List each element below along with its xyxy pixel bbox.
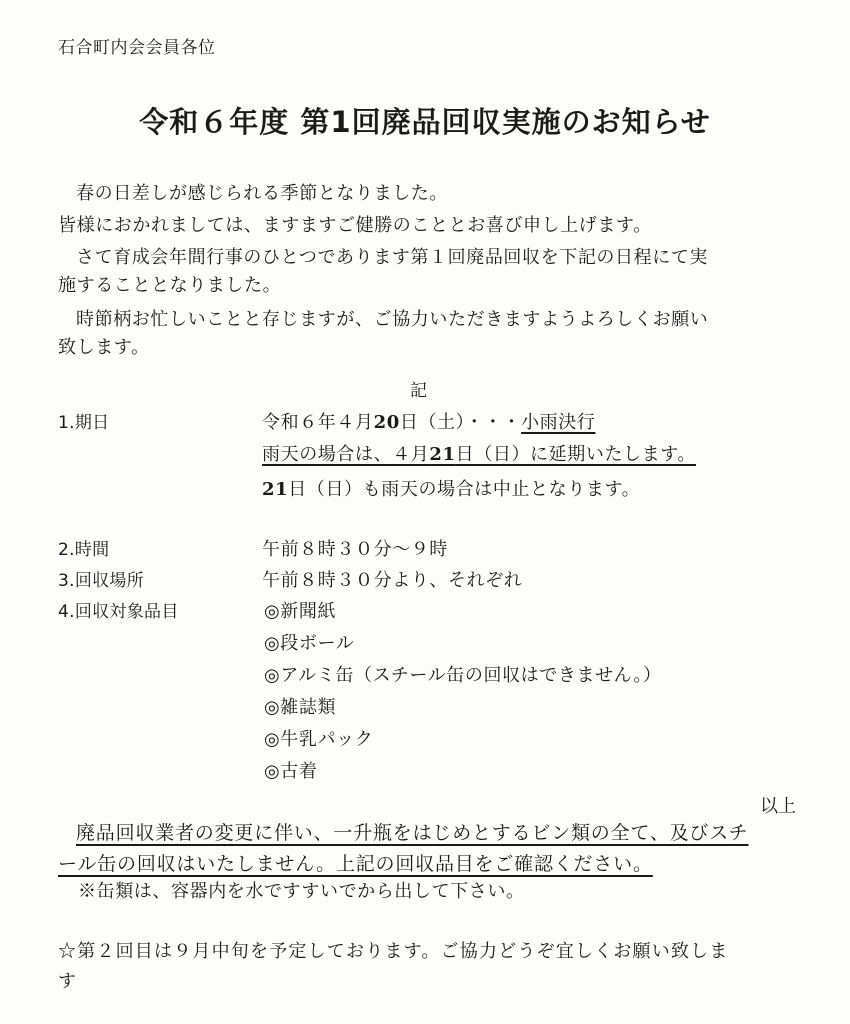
date-value [262, 408, 595, 434]
list-item: ◎牛乳パック [264, 729, 374, 750]
next-line: ☆第２回目は９月中旬を予定しております。ご協力どうぞ宜しくお願い致しま [58, 941, 729, 962]
date-prefix: 令和６年４月 [262, 412, 374, 433]
document-title: 令和６年度 第1回廃品回収実施のお知らせ [139, 105, 711, 139]
time-value: 午前８時３０分～９時 [262, 539, 448, 560]
items-label: 4.回収対象品目 [58, 602, 179, 622]
date-label: 1.期日 [58, 413, 110, 433]
time-label: 2.時間 [58, 540, 110, 560]
greeting-paragraph [58, 180, 818, 362]
list-item: ◎古着 [264, 761, 318, 782]
rain-postpone [262, 440, 696, 466]
date-suffix: 日（土）・・・ [399, 412, 522, 433]
addressee: 石合町内会会員各位 [58, 38, 216, 58]
greeting-line: 致します。 [58, 337, 150, 358]
list-item: ◎アルミ缶（スチール缶の回収はできません。） [264, 665, 662, 686]
list-item: ◎雑誌類 [264, 697, 337, 718]
list-item: ◎段ボール [264, 633, 355, 654]
date-day: 20 [373, 412, 400, 433]
greeting-line: 施することとなりました。 [58, 275, 282, 296]
can-rinse-note: ※缶類は、容器内を水ですすいでから出して下さい。 [78, 881, 525, 902]
ki-marker: 記 [410, 381, 427, 401]
cancel-day: 21 [262, 479, 289, 500]
rain-prefix: 雨天の場合は、４月 [262, 444, 430, 465]
greeting-line: 時節柄お忙しいことと存じますが、ご協力いただきますようよろしくお願い [76, 309, 709, 330]
place-value: 午前８時３０分より、それぞれ [262, 570, 523, 591]
next-line: す [58, 971, 78, 992]
list-item: ◎新聞紙 [264, 601, 337, 622]
greeting-line: さて育成会年間行事のひとつであります第１回廃品回収を下記の日程にて実 [76, 247, 709, 268]
greeting-line: 皆様におかれましては、ますますご健勝のこととお喜び申し上げます。 [58, 215, 652, 236]
collector-change-notice [58, 818, 818, 880]
notice-line: 廃品回収業者の変更に伴い、一升瓶をはじめとするビン類の全て、及びスチ [76, 822, 749, 844]
next-collection-notice [58, 937, 818, 997]
place-label: 3.回収場所 [58, 571, 145, 591]
closing-ijou: 以上 [760, 796, 796, 817]
rain-suffix: 日（日）に延期いたします。 [455, 444, 697, 465]
rain-day: 21 [429, 444, 456, 465]
notice-line: ール缶の回収はいたしません。上記の回収品目をご確認ください。 [58, 853, 653, 875]
cancel-suffix: 日（日）も雨天の場合は中止となります。 [288, 479, 641, 500]
rain-cancel [262, 475, 640, 501]
greeting-line: 春の日差しが感じられる季節となりました。 [76, 183, 448, 204]
date-note: 小雨決行 [521, 412, 596, 433]
